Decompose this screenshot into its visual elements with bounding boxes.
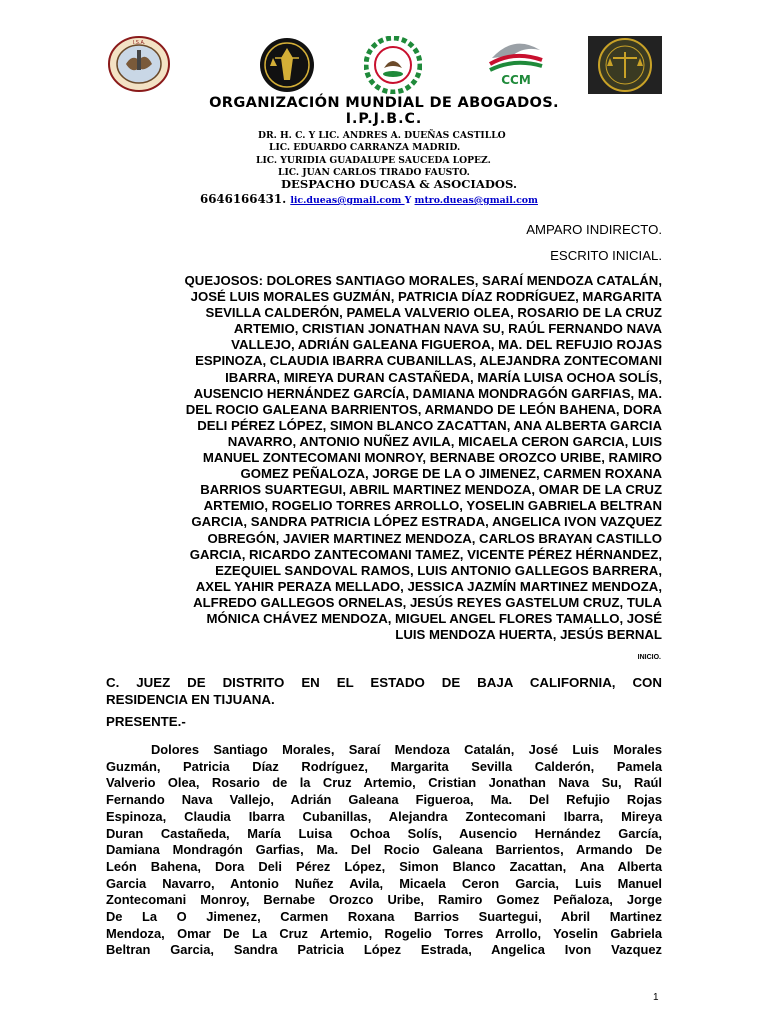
complainants-line: GARCIA, RICARDO ZANTECOMANI TAMEZ, VICENTE PÉREZ HÉRNANDEZ,	[189, 546, 662, 562]
complainants-line: BARRIOS SUARTEGUI, ABRIL MARTINEZ MENDOZA, OMAR DE LA CRUZ	[200, 482, 662, 498]
organization-title: ORGANIZACIÓN MUNDIAL DE ABOGADOS.	[209, 94, 559, 111]
body-line: Zontecomani Monroy, Bernabe Orozco Uribe, Ramiro Gomez Peñaloza, Jorge	[106, 892, 662, 908]
complainants-line: NAVARRO, ANTONIO NUÑEZ AVILA, MICAELA CERON GARCIA, LUIS	[227, 433, 662, 449]
complainants-line: VALLEJO, ADRIÁN GALEANA FIGUEROA, MA. DEL REFUJIO ROJAS	[231, 337, 662, 353]
addressee-block	[106, 674, 662, 708]
ccm-logo	[484, 36, 548, 88]
addressee-line: RESIDENCIA EN TIJUANA.	[106, 692, 275, 707]
body-paragraph	[106, 742, 662, 959]
svg-text:I.S.A.: I.S.A.	[132, 40, 146, 46]
complainants-line: OBREGÓN, JAVIER MARTINEZ MENDOZA, CARLOS BRAYAN CASTILLO	[207, 530, 662, 546]
email-link-1[interactable]: lic.dueas@gmail.com	[290, 195, 405, 206]
body-line: Duran Castañeda, María Luisa Ochoa Solís, Ausencio Hernández García,	[106, 825, 662, 841]
lawyer-name: LIC. JUAN CARLOS TIRADO FAUSTO.	[278, 166, 470, 178]
complainants-line: JOSÉ LUIS MORALES GUZMÁN, PATRICIA DÍAZ RODRÍGUEZ, MARGARITA	[190, 289, 662, 305]
body-line: Fernando Nava Vallejo, Adrián Galeana Figueroa, Ma. Del Refujio Rojas	[106, 792, 662, 808]
svg-text:CCM: CCM	[501, 73, 531, 87]
complainants-line: QUEJOSOS: DOLORES SANTIAGO MORALES, SARAÍ MENDOZA CATALÁN,	[184, 273, 662, 288]
body-line: Garcia Navarro, Antonio Nuñez Avila, Micaela Ceron Garcia, Luis Manuel	[106, 875, 662, 891]
firm-name: DESPACHO DUCASA & ASOCIADOS.	[280, 177, 517, 191]
body-line: Valverio Olea, Rosario de la Cruz Artemio, Cristian Jonathan Nava Su, Raúl	[106, 775, 662, 791]
complainants-line: DEL ROCIO GALEANA BARRIENTOS, ARMANDO DE LEÓN BAHENA, DORA	[185, 401, 662, 417]
scales-justice-gold-logo	[588, 36, 662, 94]
mexico-eagle-gear-logo	[364, 36, 422, 94]
inicio-label: INICIO.	[637, 654, 661, 661]
world-lawyers-seal-logo	[108, 36, 170, 92]
lawyer-name: LIC. EDUARDO CARRANZA MADRID.	[269, 142, 461, 154]
organization-acronym: I.P.J.B.C.	[345, 111, 423, 127]
email-joiner: Y	[404, 195, 415, 206]
complainants-line: SEVILLA CALDERÓN, PAMELA VALVERIO OLEA, ROSARIO DE LA CRUZ	[205, 305, 662, 321]
complainants-line: DELI PÉREZ LÓPEZ, SIMON BLANCO ZACATTAN, ANA ALBERTA GARCIA	[197, 417, 662, 433]
complainants-line: AXEL YAHIR PERAZA MELLADO, JESSICA JAZMÍN MARTINEZ MENDOZA,	[195, 578, 662, 594]
body-line: Dolores Santiago Morales, Saraí Mendoza Catalán, José Luis Morales	[151, 742, 662, 757]
logo-row	[100, 36, 670, 96]
addressee-line: C. JUEZ DE DISTRITO EN EL ESTADO DE BAJA CALIFORNIA, CON	[106, 675, 662, 690]
complainants-line: ALFREDO GALLEGOS ORNELAS, JESÚS REYES GASTELUM CRUZ, TULA	[193, 594, 662, 610]
complainants-line: ARTEMIO, ROGELIO TORRES ARROLLO, YOSELIN GABRIELA BELTRAN	[203, 498, 662, 514]
complainants-line: GOMEZ PEÑALOZA, JORGE DE LA O JIMENEZ, CARMEN ROXANA	[240, 466, 662, 482]
page-number: 1	[653, 992, 659, 1003]
body-line: De La O Jimenez, Carmen Roxana Barrios Suartegui, Abril Martinez	[106, 909, 662, 925]
complainants-line: GARCIA, SANDRA PATRICIA LÓPEZ ESTRADA, ANGELICA IVON VAZQUEZ	[191, 514, 662, 530]
complainants-line: AUSENCIO HERNÁNDEZ GARCÍA, DAMIANA MONDRAGÓN GARFIAS, MA.	[193, 385, 662, 401]
complainants-block	[106, 273, 662, 643]
lawyer-name: LIC. YURIDIA GUADALUPE SAUCEDA LOPEZ.	[256, 154, 491, 166]
complainants-line: EZEQUIEL SANDOVAL RAMOS, LUIS ANTONIO GALLEGOS BARRERA,	[215, 562, 662, 578]
phone-number: 6646166431.	[200, 192, 287, 206]
body-line: Mendoza, Omar De La Cruz Artemio, Rogelio Torres Arrollo, Yoselin Gabriela	[106, 925, 662, 941]
complainants-line: MANUEL ZONTECOMANI MONROY, BERNABE OROZCO URIBE, RAMIRO	[202, 450, 662, 466]
complainants-line: ARTEMIO, CRISTIAN JONATHAN NAVA SU, RAÚL FERNANDO NAVA	[233, 321, 662, 337]
contact-line	[200, 192, 538, 206]
email-link-2[interactable]: mtro.dueas@gmail.com	[414, 195, 538, 206]
complainants-line: LUIS MENDOZA HUERTA, JESÚS BERNAL	[395, 627, 662, 643]
body-line: Espinoza, Claudia Ibarra Cubanillas, Alejandra Zontecomani Ibarra, Mireya	[106, 808, 662, 824]
salutation: PRESENTE.-	[106, 714, 186, 729]
body-line: León Bahena, Dora Deli Pérez López, Simon Blanco Zacattan, Ana Alberta	[106, 858, 662, 874]
lawyers-list	[200, 130, 620, 179]
complainants-line: ESPINOZA, CLAUDIA IBARRA CUBANILLAS, ALEJANDRA ZONTECOMANI	[195, 353, 662, 369]
document-stage: ESCRITO INICIAL.	[550, 248, 662, 263]
complainants-line: IBARRA, MIREYA DURAN CASTAÑEDA, MARÍA LUISA OCHOA SOLÍS,	[225, 369, 662, 385]
lawyer-name: DR. H. C. Y LIC. ANDRES A. DUEÑAS CASTILLO	[258, 130, 506, 141]
complainants-line: MÓNICA CHÁVEZ MENDOZA, MIGUEL ANGEL FLORES TAMALLO, JOSÉ	[206, 610, 662, 626]
document-type: AMPARO INDIRECTO.	[526, 222, 662, 237]
body-line: Beltran Garcia, Sandra Patricia López Estrada, Angelica Ivon Vazquez	[106, 942, 662, 958]
lady-justice-logo	[260, 36, 314, 94]
body-line: Damiana Mondragón Garfias, Ma. Del Rocio Galeana Barrientos, Armando De	[106, 842, 662, 858]
body-line: Guzmán, Patricia Díaz Rodríguez, Margarita Sevilla Calderón, Pamela	[106, 758, 662, 774]
